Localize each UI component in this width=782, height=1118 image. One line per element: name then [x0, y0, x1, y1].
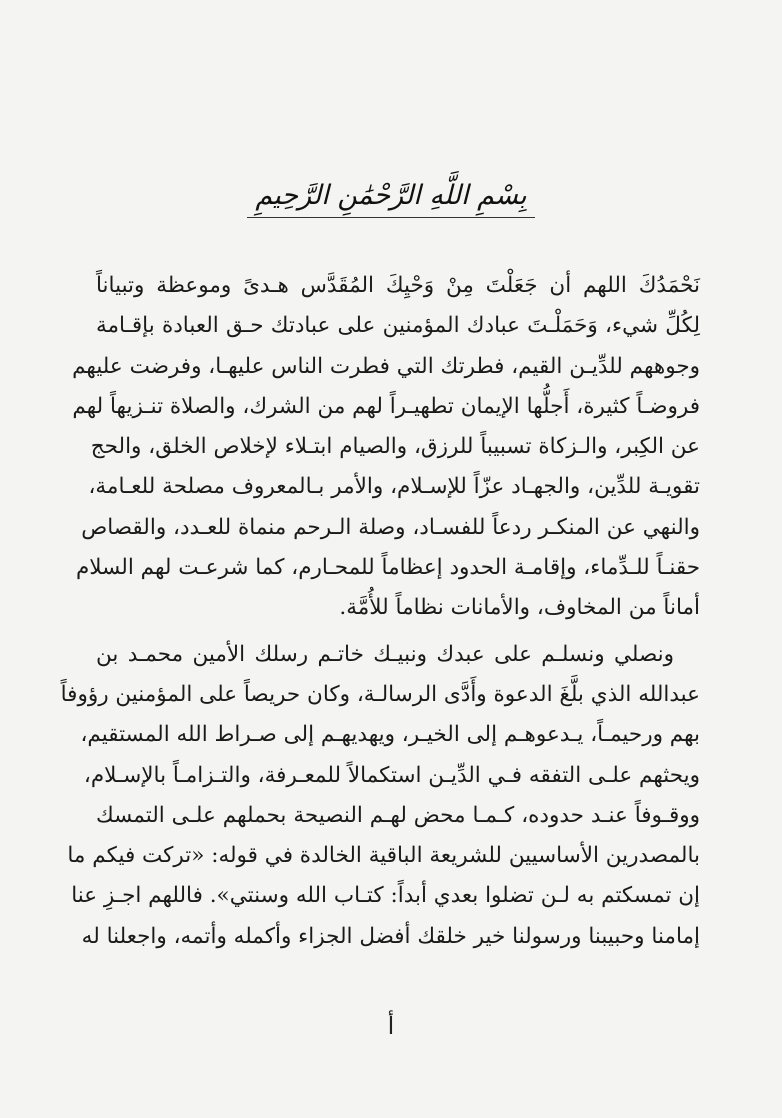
paragraph-1-line-2: لِكُلِّ شيء، وَحَمَلْـتَ عبادك المؤمنين على عبادتك حـق العبادة بإقـامة: [96, 313, 700, 339]
paragraph-1-line-1: نَحْمَدُكَ اللهم أن جَعَلْتَ مِنْ وَحْيِكَ المُقَدَّس هـدىً وموعظة وتبياناً: [96, 273, 700, 298]
paragraph-1-line-5: عن الكِبر، والـزكاة تسبيباً للرزق، والصيام ابتـلاء لإخلاص الخلق، والحج: [90, 434, 700, 460]
paragraph-2-line-3: بهم ورحيمـاً، يـدعوهـم إلى الخيـر، ويهديهـم إلى صـراط الله المستقيم،: [80, 722, 700, 748]
paragraph-2-line-7: إن تمسكتم به لـن تضلوا بعدي أبداً: كتـاب الله وسنتي». فاللهم اجـزِ عنا: [71, 883, 700, 909]
paragraph-1-line-6: تقويـة للدِّين، والجهـاد عزّاً للإسـلام، والأمر بـالمعروف مصلحة للعـامة،: [88, 474, 700, 500]
paragraph-2-line-8: إمامنا وحبيبنا ورسولنا خير خلقك أفضل الجزاء وأكمله وأتمه، واجعلنا له: [81, 923, 700, 949]
paragraph-1-line-7: والنهي عن المنكـر ردعاً للفسـاد، وصلة الـرحم منماة للعـدد، والقصاص: [81, 514, 700, 540]
paragraph-2-line-5: ووقـوفاً عنـد حدوده، كـمـا محض لهـم النصيحة بحملهم علـى التمسك: [96, 802, 700, 828]
paragraph-2-line-4: ويحثهم علـى التفقه فـي الدِّيـن استكمالاً للمعـرفة، والتـزامـاً بالإسـلام،: [83, 762, 700, 788]
basmala-calligraphy: بِسْمِ اللَّهِ الرَّحْمَٰنِ الرَّحِيمِ: [247, 178, 534, 218]
paragraph-1-line-9: أماناً من المخاوف، والأمانات نظاماً للأُمَّة.: [339, 595, 700, 621]
paragraph-1-line-3: وجوههم للدِّيـن القيم، فطرتك التي فطرت الناس عليهـا، وفرضت عليهم: [72, 353, 700, 379]
paragraph-1-line-8: حقنـاً للـدِّماء، وإقامـة الحدود إعظاماً للمحـارم، كما شرعـت لهم السلام: [75, 555, 700, 581]
paragraph-1-line-4: فروضـاً كثيرة، أَجلُّها الإيمان تطهيـراً لهم من الشرك، والصلاة تنـزيهاً لهم: [72, 393, 700, 419]
paragraph-2-line-6: بالمصدرين الأساسيين للشريعة الباقية الخالدة في قوله: «تركت فيكم ما: [67, 843, 700, 869]
body-text: [60, 266, 700, 957]
page-number: أ: [387, 1012, 395, 1040]
basmala-heading: [0, 178, 782, 218]
paragraph-2-line-2: عبدالله الذي بلَّغَ الدعوة وأَدَّى الرسالـة، وكان حريصاً على المؤمنين رؤوفاً: [60, 681, 700, 707]
paragraph-2-line-1: ونصلي ونسلـم على عبدك ونبيـك خاتـم رسلك الأمين محمـد بن: [96, 641, 674, 667]
